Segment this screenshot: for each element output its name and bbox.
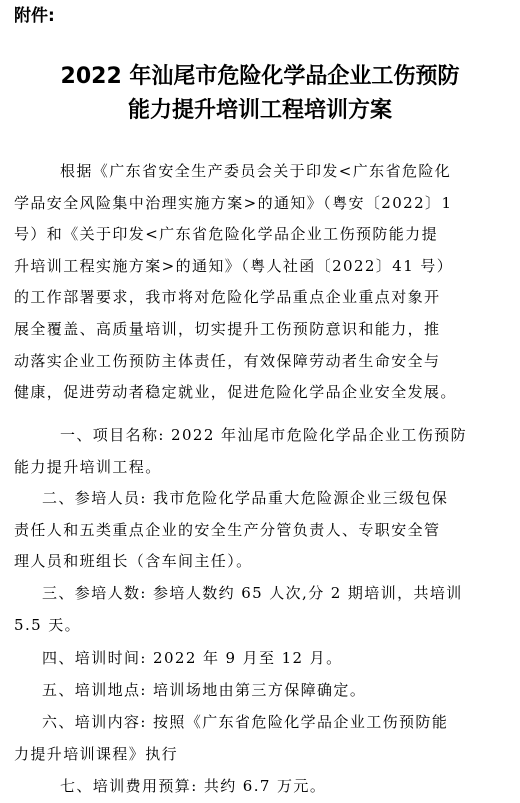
title-line-1: 2022 年汕尾市危险化学品企业工伤预防 [60,64,460,89]
section-training-location [14,675,510,707]
intro-line: 健康，促进劳动者稳定就业，促进危险化学品企业安全发展。 [14,383,457,402]
document-title [0,60,520,128]
intro-paragraph [14,156,510,409]
section-training-time [14,643,510,675]
intro-line: 动落实企业工伤预防主体责任，有效保障劳动者生命安全与 [14,351,441,370]
section-line: 能力提升培训工程。 [14,457,162,476]
section-line: 七、培训费用预算: 共约 6.7 万元。 [60,777,327,795]
section-line: 责任人和五类重点企业的安全生产分管负责人、专职安全管 [14,520,441,539]
section-line: 三、参培人数: 参培人数约 65 人次,分 2 期培训，共培训 [42,584,463,602]
section-line: 六、培训内容: 按照《广东省危险化学品企业工伤预防能 [42,713,449,731]
section-line: 一、项目名称: 2022 年汕尾市危险化学品企业工伤预防 [60,426,467,444]
intro-line: 学品安全风险集中治理实施方案>的通知》（粤安〔2022〕1 [14,193,453,212]
section-line: 五、培训地点: 培训场地由第三方保障确定。 [42,681,367,699]
section-training-budget [14,771,510,803]
section-line: 理人员和班组长（含车间主任）。 [14,552,253,571]
section-project-name [14,420,510,483]
intro-line: 展全覆盖、高质量培训，切实提升工伤预防意识和能力，推 [14,319,441,338]
section-participants [14,483,510,578]
intro-line: 号）和《关于印发<广东省危险化学品企业工伤预防能力提 [14,225,438,244]
intro-line: 根据《广东省安全生产委员会关于印发<广东省危险化 [60,162,452,180]
intro-line: 升培训工程实施方案>的通知》（粤人社函〔2022〕41 号） [14,256,454,275]
section-training-content [14,707,510,770]
intro-line: 的工作部署要求，我市将对危险化学品重点企业重点对象开 [14,288,441,307]
annex-label: 附件: [14,6,55,26]
section-line: 5.5 天。 [14,615,82,634]
section-line: 力提升培训课程》执行 [14,744,179,763]
section-line: 四、培训时间: 2022 年 9 月至 12 月。 [42,649,343,667]
section-line: 二、参培人员: 我市危险化学品重大危险源企业三级包保 [42,489,449,507]
section-participant-count [14,578,510,641]
title-line-2: 能力提升培训工程培训方案 [127,98,392,123]
